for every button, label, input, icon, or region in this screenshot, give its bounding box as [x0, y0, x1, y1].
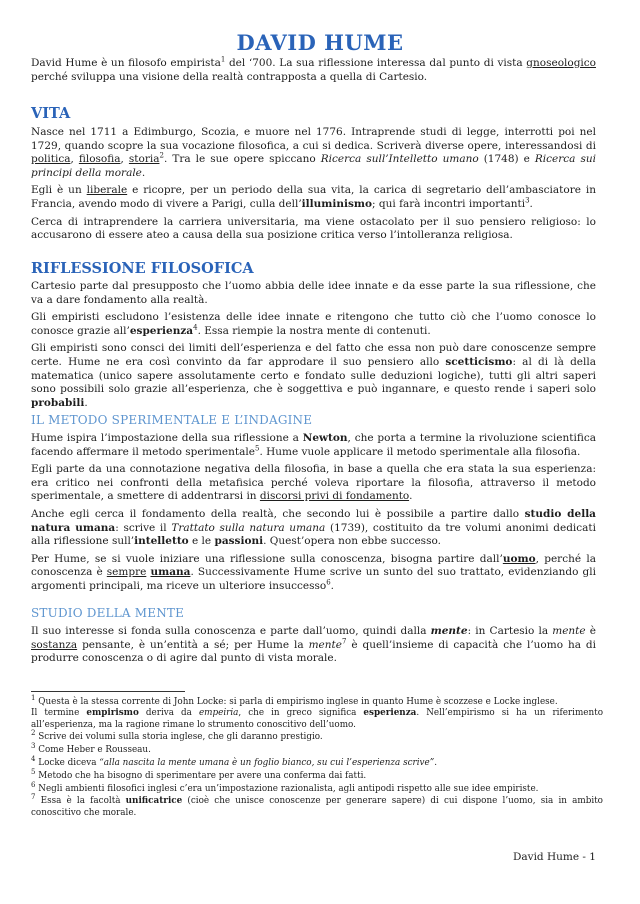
footnote: $^6$ Negli ambienti filosofici inglesi c’era un’impostazione razionalista, agli antipodi rispetto alle sue idee empiriste.	[31, 780, 539, 794]
section-heading-vita: VITA	[31, 105, 71, 122]
footnotes	[31, 694, 603, 820]
paragraph: Hume ispira l’impostazione della sua riflessione a Newton, che porta a termine la rivoluzione scientifica facendo affermare il metodo sperimentale$^5$. Hume vuole applicare il metodo sperimentale alla filosofia.	[31, 432, 596, 458]
paragraph: Il suo interesse si fonda sulla conoscenza e parte dall’uomo, quindi dalla mente: in Cartesio la mente è sostanza pensante, è un’entità a sé; per Hume la mente$^7$ è quell’insieme di capacità che l’uomo ha di produrre conoscenza o di agire dal punto di vista morale.	[31, 625, 596, 665]
footnote-ref: 1	[220, 55, 226, 64]
footnote-separator	[31, 691, 185, 692]
section-mente	[31, 625, 596, 670]
paragraph: Nasce nel 1711 a Edimburgo, Scozia, e muore nel 1776. Intraprende studi di legge, interrotti poi nel 1729, quando scopre la sua vocazione filosofica, a cui si dedica. Scriverà diverse opere, interessandosi di politica, filosofia, storia$^2$. Tra le sue opere spiccano Ricerca sull’Intelletto umano (1748) e Ricerca sui principi della morale.	[31, 126, 596, 179]
footnote: $^1$ Questa è la stessa corrente di John Locke: si parla di empirismo inglese in quanto Hume è scozzese e Locke inglese. Il termine empirismo deriva da empeiria, che in greco significa esperienza. Nell’empirismo si ha un riferimento all’esperienza, ma la ragione rimane lo strumento conoscitivo dell’uomo.	[31, 694, 603, 730]
page-footer: David Hume - 1	[512, 851, 596, 863]
footnote: $^4$ Locke diceva “alla nascita la mente umana è un foglio bianco, su cui l’esperienza scrive”.	[31, 755, 438, 768]
intro-paragraph: David Hume è un filosofo empirista$^1$ del ‘700. La sua riflessione interessa dal punto di vista gnoseologico perché sviluppa una visione della realtà contrapposta a quella di Cartesio.	[31, 55, 596, 83]
paragraph: Egli parte da una connotazione negativa della filosofia, in base a quella che era stata la sua esperienza: era critico nei confronti della metafisica perché voleva riportare la filosofia, attraverso il metodo sperimentale, a smettere di addentrarsi in discorsi privi di fondamento.	[31, 463, 596, 503]
footnote: $^7$ Essa è la facoltà unificatrice (cioè che unisce conoscenze per generare sapere) di cui dispone l’uomo, sia in ambito conoscitivo che morale.	[31, 793, 603, 818]
paragraph: Cerca di intraprendere la carriera universitaria, ma viene ostacolato per il suo pensiero religioso: lo accusarono di essere ateo a causa della sua posizione critica verso l’intolleranza religiosa.	[31, 215, 596, 242]
paragraph: Egli è un liberale e ricopre, per un periodo della sua vita, la carica di segretario dell’ambasciatore in Francia, avendo modo di vivere a Parigi, culla dell’illuminismo; qui farà incontri importanti$^3$.	[31, 184, 596, 210]
paragraph: Gli empiristi sono consci dei limiti dell’esperienza e del fatto che essa non può dare conoscenze sempre certe. Hume ne era così convinto da far approdare il suo pensiero allo scetticismo: al di là della matematica (unico sapere assolutamente certo e fondato sulle deduzioni logiche), tutti gli altri saperi sono possibili solo grazie all’esperienza, che è soggettiva e può ingannare, e questo rende i saperi solo probabili.	[31, 342, 596, 409]
section-heading-mente: STUDIO DELLA MENTE	[31, 606, 185, 620]
paragraph: Gli empiristi escludono l’esistenza delle idee innate e ritengono che tutto ciò che l’uomo conosce lo conosce grazie all’esperienza$^4$. Essa riempie la nostra mente di contenuti.	[31, 311, 596, 337]
footnote: $^5$ Metodo che ha bisogno di sperimentare per avere una conferma dai fatti.	[31, 767, 367, 781]
section-riflessione	[31, 280, 596, 414]
section-heading-metodo: IL METODO SPERIMENTALE E L’INDAGINE	[31, 413, 313, 427]
section-vita	[31, 126, 596, 247]
paragraph: Cartesio parte dal presupposto che l’uomo abbia delle idee innate e da esse parte la sua riflessione, che va a dare fondamento alla realtà.	[31, 280, 596, 306]
footnote: $^2$ Scrive dei volumi sulla storia inglese, che gli daranno prestigio.	[31, 729, 323, 743]
section-heading-riflessione: RIFLESSIONE FILOSOFICA	[31, 260, 254, 277]
paragraph: Per Hume, se si vuole iniziare una riflessione sulla conoscenza, bisogna partire dall’uomo, perché la conoscenza è sempre umana. Successivamente Hume scrive un sunto del suo trattato, evidenziando gli argomenti principali, ma riceve un ulteriore insuccesso$^6$.	[31, 552, 596, 592]
paragraph: Anche egli cerca il fondamento della realtà, che secondo lui è possibile a partire dallo studio della natura umana: scrive il Trattato sulla natura umana (1739), costituito da tre volumi anonimi dedicati alla riflessione sull’intelletto e le passioni. Quest’opera non ebbe successo.	[31, 507, 597, 548]
page-title: DAVID HUME	[236, 30, 404, 55]
section-metodo	[31, 432, 596, 598]
footnote: $^3$ Come Heber e Rousseau.	[31, 742, 151, 756]
